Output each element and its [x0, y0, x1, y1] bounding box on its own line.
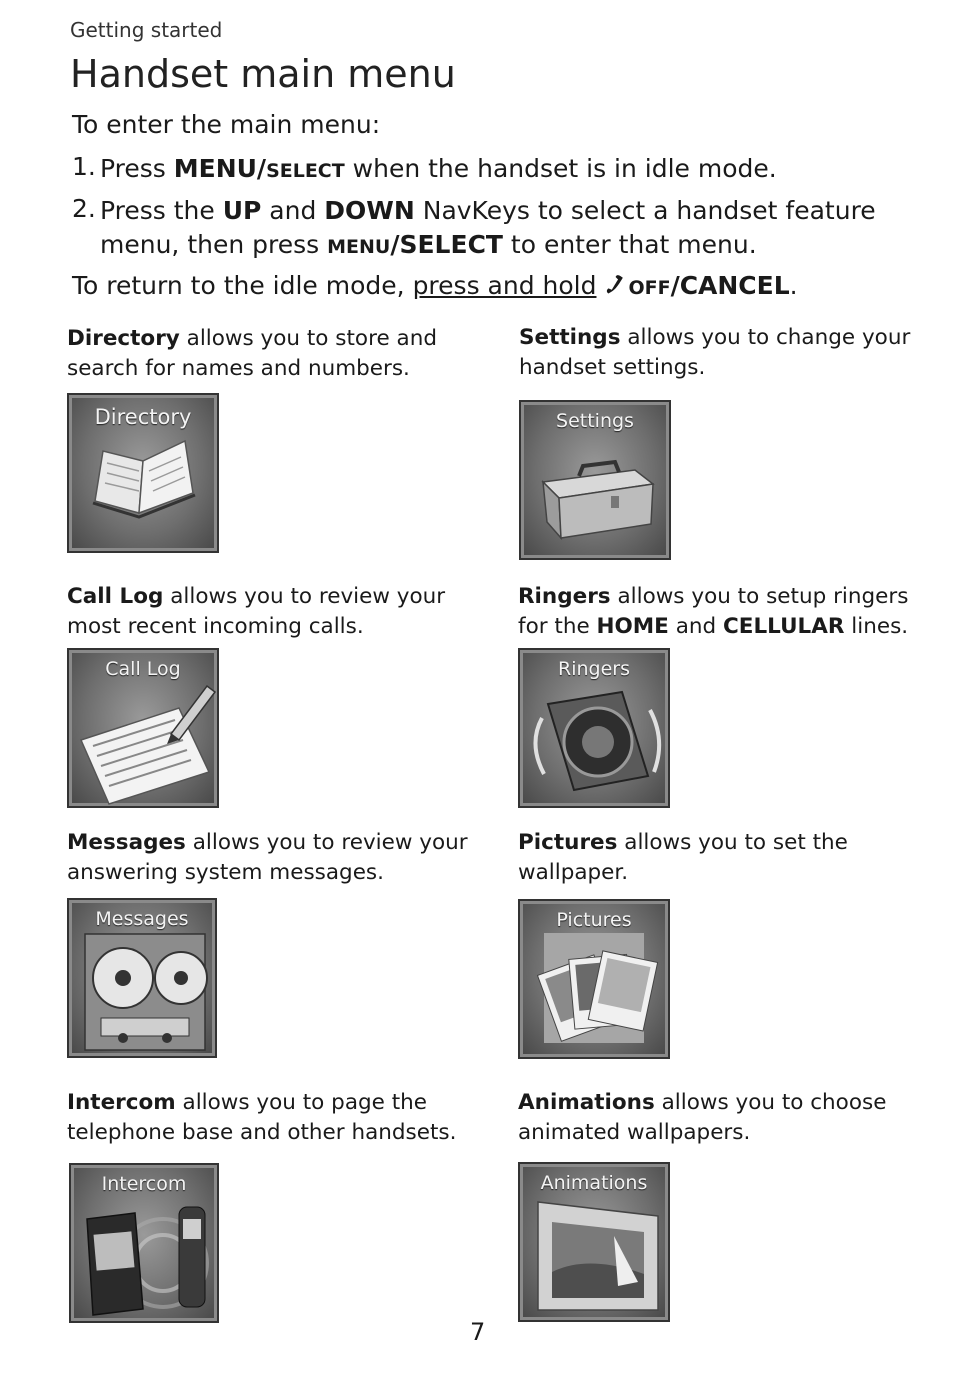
feature-name: Intercom: [67, 1090, 176, 1115]
toolbox-icon: [519, 400, 671, 560]
page-title: Handset main menu: [70, 52, 456, 96]
feature-name: Directory: [67, 326, 180, 351]
messages-description: [67, 828, 487, 888]
page-number: 7: [470, 1318, 486, 1346]
messages-screen: [67, 898, 217, 1058]
feature-text: allows you to review your answering system messages.: [67, 830, 468, 885]
screen-label: Intercom: [101, 1173, 187, 1195]
animations-screen: [518, 1162, 670, 1322]
key-name: HOME: [596, 614, 669, 639]
screen-label: Call Log: [105, 658, 181, 680]
feature-text: allows you to setup ringers for the: [518, 584, 909, 639]
text-fragment: when the handset is in idle mode.: [344, 154, 777, 183]
step-text: [100, 152, 900, 188]
ringers-screen: [518, 648, 670, 808]
calllog-description: [67, 582, 487, 642]
text-fragment: Press: [100, 154, 174, 183]
screen-label: Pictures: [556, 909, 632, 931]
book-icon: [67, 393, 219, 553]
feature-name: Call Log: [67, 584, 164, 609]
framed-picture-icon: [518, 1162, 670, 1322]
feature-name: Pictures: [518, 830, 618, 855]
directory-description: [67, 324, 487, 384]
step-1: [72, 152, 912, 188]
step-number: 2.: [72, 194, 96, 223]
screen-label: Ringers: [558, 658, 630, 680]
feature-text: allows you to choose animated wallpapers.: [518, 1090, 887, 1145]
feature-name: Ringers: [518, 584, 611, 609]
ringers-description: [518, 582, 918, 642]
key-name: SELECT: [266, 160, 345, 182]
screen-label: Animations: [540, 1172, 648, 1194]
text-fragment: Press the: [100, 196, 223, 225]
intro-text: To enter the main menu:: [72, 110, 381, 139]
key-name: MENU: [327, 236, 391, 258]
pictures-screen: [518, 899, 670, 1059]
feature-text: lines.: [844, 614, 909, 639]
feature-name: Settings: [519, 325, 621, 350]
text-fragment: to enter that menu.: [502, 230, 757, 259]
section-label: Getting started: [70, 18, 223, 42]
step-number: 1.: [72, 152, 96, 181]
notepad-pen-icon: [67, 648, 219, 808]
key-name: UP: [222, 196, 262, 225]
text-fragment: and: [261, 196, 325, 225]
settings-screen: [519, 400, 671, 560]
photos-icon: [518, 899, 670, 1059]
reel-tape-icon: [67, 898, 217, 1058]
step-text: [100, 194, 900, 264]
calllog-screen: [67, 648, 219, 808]
feature-text: allows you to page the telephone base and other handsets.: [67, 1090, 457, 1145]
intercom-description: [67, 1088, 487, 1148]
feature-text: allows you to review your most recent incoming calls.: [67, 584, 446, 639]
screen-label: Settings: [556, 410, 634, 432]
feature-text: allows you to set the wallpaper.: [518, 830, 848, 885]
feature-text: allows you to change your handset settings.: [519, 325, 911, 380]
key-name: CELLULAR: [723, 614, 845, 639]
step-2: [72, 194, 912, 264]
settings-description: [519, 323, 939, 383]
key-name: DOWN: [324, 196, 415, 225]
handsets-icon: [69, 1163, 219, 1323]
directory-screen: [67, 393, 219, 553]
key-name: /SELECT: [390, 230, 503, 259]
text-fragment: NavKeys to select a handset feature menu, then press: [100, 196, 876, 259]
key-name: MENU/: [173, 154, 267, 183]
feature-text: allows you to store and search for names and numbers.: [67, 326, 437, 381]
key-name: /CANCEL: [670, 271, 790, 300]
press-and-hold-text: press and hold: [412, 271, 597, 300]
text-fragment: .: [789, 271, 798, 300]
speaker-icon: [518, 648, 670, 808]
return-instruction: [72, 271, 798, 300]
screen-label: Directory: [94, 405, 192, 429]
screen-label: Messages: [95, 908, 189, 930]
feature-name: Animations: [518, 1090, 655, 1115]
intercom-screen: [69, 1163, 219, 1323]
pictures-description: [518, 828, 938, 888]
feature-text: and: [668, 614, 723, 639]
animations-description: [518, 1088, 938, 1148]
key-name: OFF: [628, 277, 671, 299]
text-fragment: To return to the idle mode,: [72, 271, 413, 300]
phone-icon: [604, 271, 628, 300]
feature-name: Messages: [67, 830, 186, 855]
